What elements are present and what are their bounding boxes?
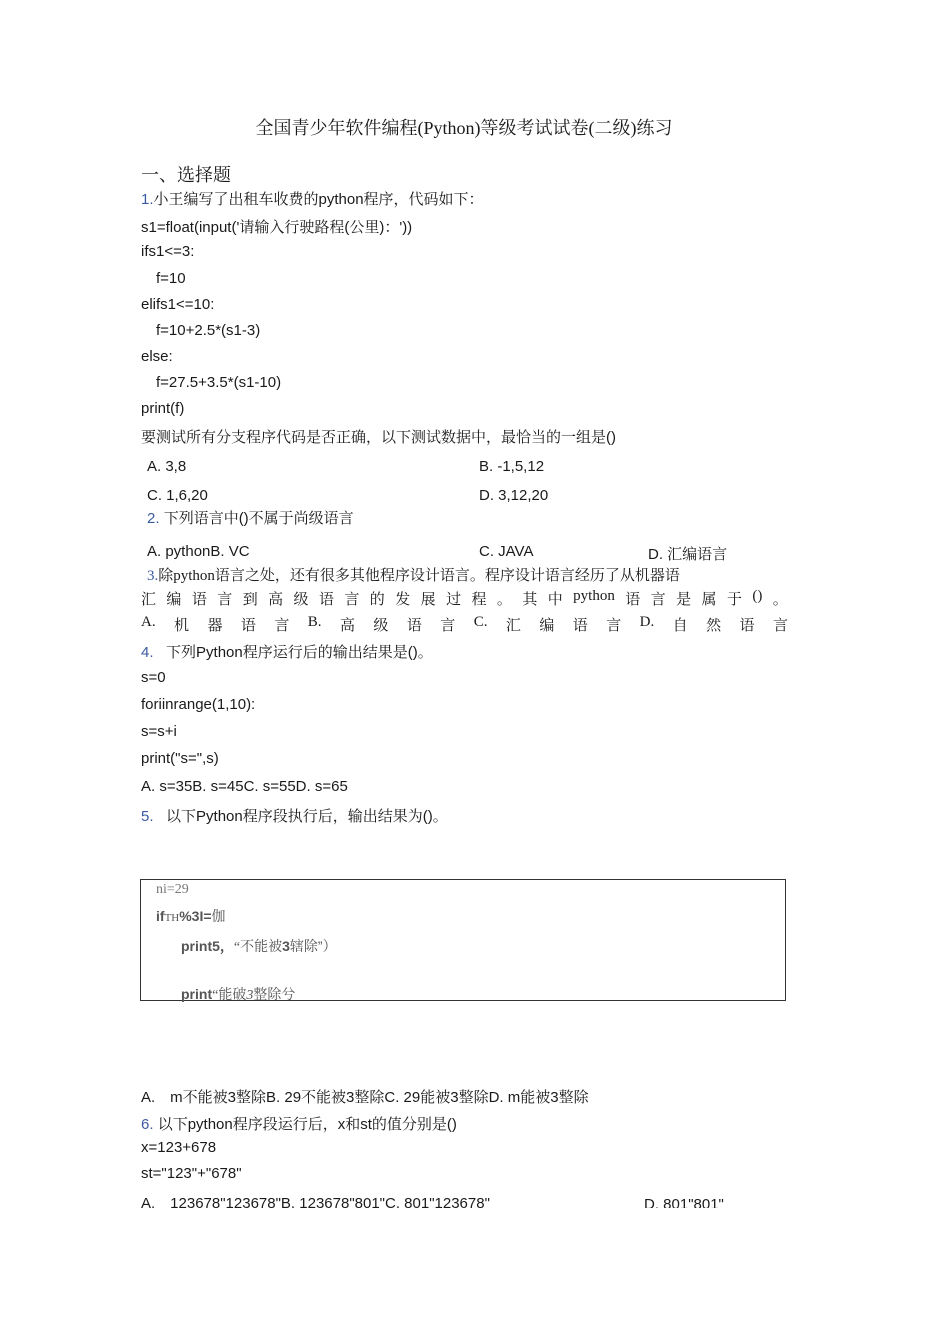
code-line: s1=float(input('请输入行驶路程(公里)：'))	[141, 219, 413, 236]
page-title: 全国青少年软件编程(Python)等级考试试卷(二级)练习	[255, 118, 673, 138]
question-text: 小王编写了出租车收费的python程序，代码如下：	[153, 191, 484, 208]
text-fragment: 。	[772, 592, 788, 608]
text-fragment: 到	[242, 592, 258, 608]
code-line: foriinrange(1,10):	[141, 696, 256, 713]
code-box-line: ni=29	[156, 882, 189, 897]
text-fragment: 的	[369, 592, 385, 608]
question-5-stem	[141, 805, 448, 826]
question-text: 以下python程序段运行后，x和st的值分别是()	[157, 1116, 457, 1133]
text-fragment: 。	[496, 592, 512, 608]
code-box-line	[181, 936, 337, 956]
option-ab: A. pythonB. VC	[147, 543, 250, 560]
text-fragment: 编	[539, 618, 555, 634]
code-fragment: “不能被	[233, 940, 283, 955]
text-fragment: 级	[293, 592, 309, 608]
code-line: f=10	[156, 270, 186, 287]
code-fragment: TH	[164, 912, 180, 924]
text-fragment: ()	[752, 588, 763, 604]
text-fragment: 言	[772, 618, 788, 634]
text-fragment: C.	[473, 614, 488, 630]
code-box-line	[181, 984, 295, 1004]
question-number: 3.	[147, 568, 159, 584]
question-prompt: 要测试所有分支程序代码是否正确，以下测试数据中，最恰当的一组是()	[141, 429, 616, 446]
code-fragment: print5，	[181, 938, 234, 954]
code-line: else:	[141, 348, 173, 365]
code-fragment: “能破	[212, 988, 247, 1003]
text-fragment: 言	[344, 592, 360, 608]
question-4-options: A. s=35B. s=45C. s=55D. s=65	[141, 778, 348, 795]
question-6-stem	[141, 1113, 457, 1134]
code-fragment: 辖除”）	[289, 938, 337, 954]
code-line: print(f)	[141, 400, 185, 417]
option-c: C. 1,6,20	[147, 487, 208, 504]
text-fragment: 编	[166, 592, 182, 608]
question-3-stem	[147, 564, 680, 585]
question-1-stem	[141, 188, 484, 209]
text-fragment: 然	[706, 618, 722, 634]
question-text: 除python语言之处，还有很多其他程序设计语言。程序设计语言经历了从机器语	[158, 568, 680, 584]
question-number: 2.	[147, 510, 160, 527]
code-line: print("s=",s)	[141, 750, 219, 767]
text-fragment: 语	[572, 618, 588, 634]
text-fragment: 言	[440, 618, 456, 634]
code-line: x=123+678	[141, 1139, 217, 1156]
text-fragment: 中	[547, 592, 563, 608]
text-fragment: 是	[676, 592, 692, 608]
question-text: 以下Python程序段执行后，输出结果为()。	[166, 808, 448, 825]
text-fragment: python	[573, 588, 615, 604]
question-number: 4.	[141, 644, 154, 661]
text-fragment: 语	[240, 618, 256, 634]
question-number: 6.	[141, 1116, 154, 1133]
code-fragment: print	[181, 986, 213, 1002]
text-fragment: 于	[726, 592, 742, 608]
question-5-options: A. m不能被3整除B. 29不能被3整除C. 29能被3整除D. m能被3整除	[141, 1089, 589, 1106]
section-heading: 一、选择题	[141, 165, 231, 185]
text-fragment: 言	[217, 592, 233, 608]
question-6-options: A. 123678"123678"B. 123678"801"C. 801"123678"	[141, 1195, 490, 1212]
text-fragment: 语	[406, 618, 422, 634]
question-number: 5.	[141, 808, 154, 825]
option-d: D. 3,12,20	[479, 487, 549, 504]
text-fragment: 其	[522, 592, 538, 608]
question-3-options	[141, 614, 788, 635]
code-line: st="123"+"678"	[141, 1165, 242, 1182]
text-fragment: 高	[268, 592, 284, 608]
question-text: 下列Python程序运行后的输出结果是()。	[166, 644, 433, 661]
text-fragment: 汇	[505, 618, 521, 634]
text-fragment: 机	[174, 618, 190, 634]
code-line: s=s+i	[141, 723, 177, 740]
text-fragment: 程	[471, 592, 487, 608]
code-image-box	[140, 879, 786, 1001]
code-fragment: if	[156, 908, 165, 924]
text-fragment: 自	[672, 618, 688, 634]
code-fragment: %3I=	[179, 908, 212, 924]
text-fragment: 语	[318, 592, 334, 608]
code-line: ifs1<=3:	[141, 243, 195, 260]
text-fragment: 言	[606, 618, 622, 634]
question-4-stem	[141, 641, 433, 662]
text-fragment: 语	[739, 618, 755, 634]
code-line: elifs1<=10:	[141, 296, 215, 313]
question-6-option-d: D. 801"801"	[644, 1196, 724, 1208]
question-3-line-2	[141, 588, 788, 609]
code-fragment: 3	[246, 988, 254, 1003]
code-fragment: 3	[282, 938, 290, 954]
text-fragment: 发	[395, 592, 411, 608]
text-fragment: B.	[307, 614, 322, 630]
question-text: 下列语言中()不属于尚级语言	[163, 510, 354, 527]
text-fragment: 级	[373, 618, 389, 634]
text-fragment: A.	[141, 614, 156, 630]
option-d: D. 汇编语言	[648, 546, 728, 563]
text-fragment: 汇	[141, 592, 157, 608]
text-fragment: 高	[339, 618, 355, 634]
question-number: 1.	[141, 191, 154, 208]
text-fragment: 属	[701, 592, 717, 608]
text-fragment: 语	[191, 592, 207, 608]
code-line: f=10+2.5*(s1-3)	[156, 322, 261, 339]
text-fragment: D.	[639, 614, 655, 630]
option-b: B. -1,5,12	[479, 458, 545, 475]
text-fragment: 言	[274, 618, 290, 634]
text-fragment: 过	[446, 592, 462, 608]
text-fragment: 言	[650, 592, 666, 608]
option-a: A. 3,8	[147, 458, 187, 475]
text-fragment: 器	[207, 618, 223, 634]
code-fragment: 整除兮	[253, 986, 296, 1002]
option-c: C. JAVA	[479, 543, 534, 560]
text-fragment: 语	[625, 592, 641, 608]
code-fragment: 伽	[211, 910, 226, 925]
code-line: f=27.5+3.5*(s1-10)	[156, 374, 282, 391]
text-fragment: 展	[420, 592, 436, 608]
code-box-line	[156, 906, 226, 926]
question-2-stem	[147, 507, 354, 528]
code-line: s=0	[141, 669, 166, 686]
